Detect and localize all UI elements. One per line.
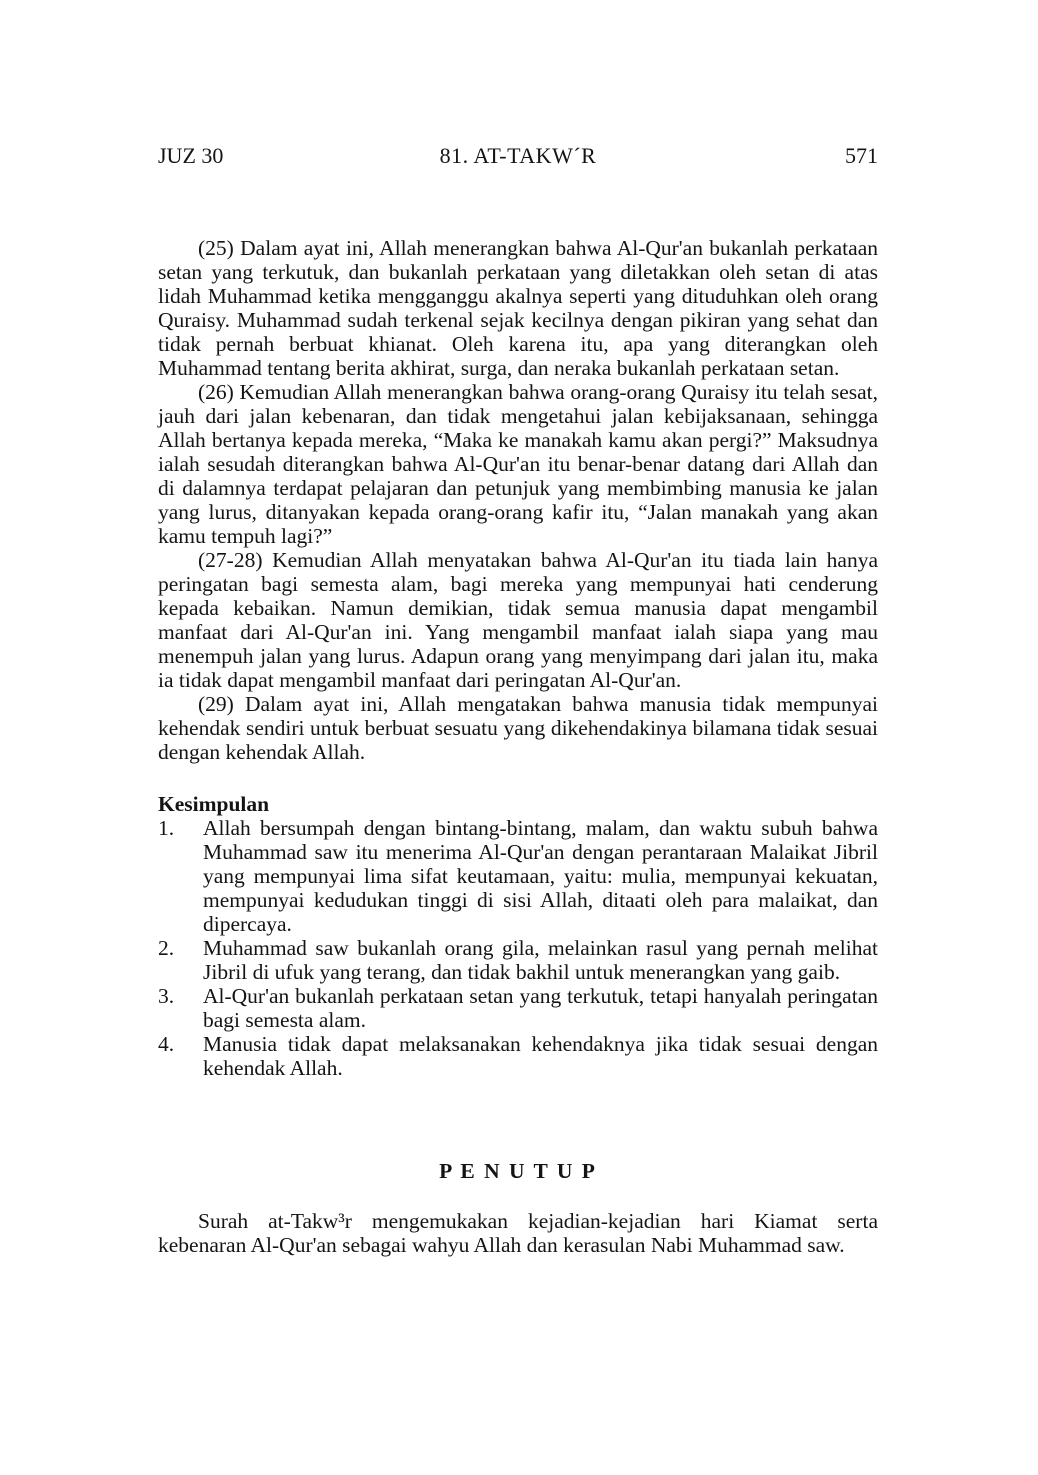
surah-title: 81. AT-TAKW´R (439, 143, 597, 168)
penutup-heading: P E N U T U P (439, 1159, 597, 1183)
list-item (158, 1032, 878, 1080)
closing-paragraph: Surah at-Takw³r mengemukakan kejadian-kejadian hari Kiamat serta kebenaran Al-Qur'an sebagai wahyu Allah dan kerasulan Nabi Muhammad saw. (158, 1209, 878, 1257)
list-item-number: 4. (158, 1032, 175, 1056)
commentary-body (158, 236, 878, 1257)
list-item-text: Al-Qur'an bukanlah perkataan setan yang terkutuk, tetapi hanyalah peringatan bagi semesta alam. (203, 984, 878, 1032)
list-item (158, 984, 878, 1032)
kesimpulan-heading: Kesimpulan (158, 792, 270, 816)
list-item-number: 3. (158, 984, 175, 1008)
list-item-text: Manusia tidak dapat melaksanakan kehendaknya jika tidak sesuai dengan kehendak Allah. (203, 1032, 878, 1080)
list-item-text: Muhammad saw bukanlah orang gila, melainkan rasul yang pernah melihat Jibril di ufuk yang terang, dan tidak bakhil untuk menerangkan yang gaib. (203, 936, 878, 984)
list-item (158, 816, 878, 936)
list-item (158, 936, 878, 984)
list-item-number: 2. (158, 936, 175, 960)
list-item-number: 1. (158, 816, 175, 840)
juz-label: JUZ 30 (158, 143, 224, 168)
list-item-text: Allah bersumpah dengan bintang-bintang, malam, dan waktu subuh bahwa Muhammad saw itu menerima Al-Qur'an dengan perantaraan Malaikat Jibril yang mempunyai lima sifat keutamaan, yaitu: mulia, mempunyai kekuatan, mempunyai kedudukan tinggi di sisi Allah, ditaati oleh para malaikat, dan dipercaya. (203, 816, 878, 936)
commentary-paragraph: (26) Kemudian Allah menerangkan bahwa orang-orang Quraisy itu telah sesat, jauh dari jalan kebenaran, dan tidak mengetahui jalan kebijaksanaan, sehingga Allah bertanya kepada mereka, “Maka ke manakah kamu akan pergi?” Maksudnya ialah sesudah diterangkan bahwa Al-Qur'an itu benar-benar datang dari Allah dan di dalamnya terdapat pelajaran dan petunjuk yang membimbing manusia ke jalan yang lurus, ditanyakan kepada orang-orang kafir itu, “Jalan manakah yang akan kamu tempuh lagi?” (158, 380, 878, 548)
page-header (158, 143, 878, 169)
kesimpulan-list (158, 816, 878, 1080)
commentary-paragraph: (27-28) Kemudian Allah menyatakan bahwa Al-Qur'an itu tiada lain hanya peringatan bagi semesta alam, bagi mereka yang mempunyai hati cenderung kepada kebaikan. Namun demikian, tidak semua manusia dapat mengambil manfaat dari Al-Qur'an ini. Yang mengambil manfaat ialah siapa yang mau menempuh jalan yang lurus. Adapun orang yang menyimpang dari jalan itu, maka ia tidak dapat mengambil manfaat dari peringatan Al-Qur'an. (158, 548, 878, 692)
page-number: 571 (845, 143, 878, 168)
commentary-paragraph: (25) Dalam ayat ini, Allah menerangkan bahwa Al-Qur'an bukanlah perkataan setan yang terkutuk, dan bukanlah perkataan yang diletakkan oleh setan di atas lidah Muhammad ketika mengganggu akalnya seperti yang dituduhkan oleh orang Quraisy. Muhammad sudah terkenal sejak kecilnya dengan pikiran yang sehat dan tidak pernah berbuat khianat. Oleh karena itu, apa yang diterangkan oleh Muhammad tentang berita akhirat, surga, dan neraka bukanlah perkataan setan. (158, 236, 878, 380)
commentary-paragraph: (29) Dalam ayat ini, Allah mengatakan bahwa manusia tidak mempunyai kehendak sendiri untuk berbuat sesuatu yang dikehendakinya bilamana tidak sesuai dengan kehendak Allah. (158, 692, 878, 764)
